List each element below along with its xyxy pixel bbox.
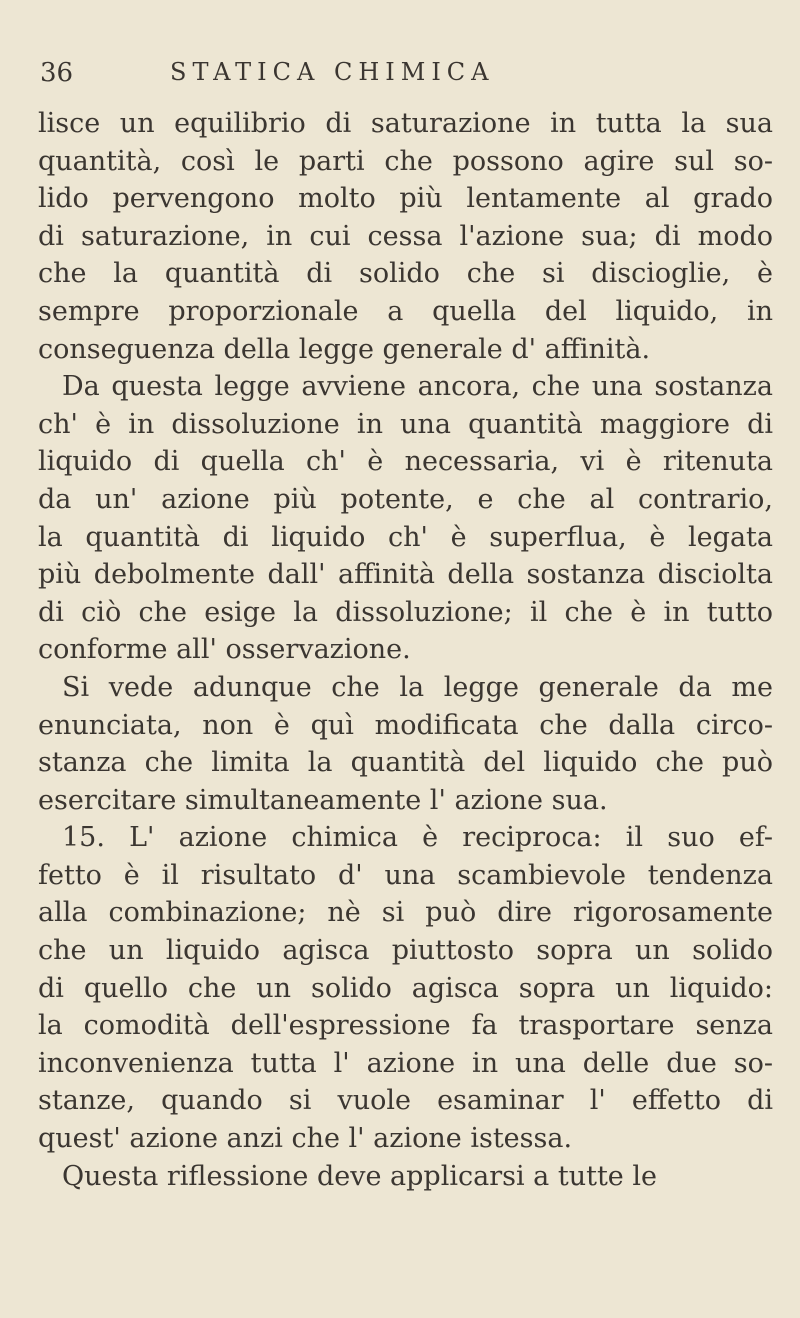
text-line: più debolmente dall' affinità della sostanza disciolta [38, 559, 773, 591]
text-line: inconvenienza tutta l' azione in una delle due so- [38, 1047, 773, 1079]
text-line: fetto è il risultato d' una scambievole tendenza [38, 859, 773, 891]
text-line: ch' è in dissoluzione in una quantità maggiore di [38, 408, 773, 440]
text-line: lisce un equilibrio di saturazione in tutta la sua [38, 108, 773, 139]
text-line: la quantità di liquido ch' è superflua, è legata [38, 521, 773, 553]
text-line: che un liquido agisca piuttosto sopra un solido [38, 935, 773, 967]
running-title: STATICA CHIMICA [170, 58, 495, 86]
text-line: quantità, così le parti che possono agire sul so- [38, 145, 773, 177]
text-line: Questa riflessione deve applicarsi a tutte le [62, 1160, 657, 1192]
page-header [40, 58, 640, 98]
text-line: alla combinazione; nè si può dire rigorosamente [38, 897, 773, 929]
text-line: liquido di quella ch' è necessaria, vi è ritenuta [38, 446, 773, 478]
text-line: lido pervengono molto più lentamente al grado [38, 183, 773, 215]
text-line: stanza che limita la quantità del liquido che può [38, 747, 773, 779]
text-line: quest' azione anzi che l' azione istessa. [38, 1123, 573, 1155]
text-line: stanze, quando si vuole esaminar l' effetto di [38, 1085, 773, 1117]
text-line: di quello che un solido agisca sopra un liquido: [38, 972, 773, 1004]
page-number: 36 [40, 58, 74, 88]
text-line: la comodità dell'espressione fa trasportare senza [38, 1010, 773, 1042]
text-line: che la quantità di solido che si discioglie, è [38, 258, 773, 290]
text-line: di saturazione, in cui cessa l'azione sua; di modo [38, 220, 773, 252]
text-line: esercitare simultaneamente l' azione sua. [38, 784, 608, 816]
text-line: Si vede adunque che la legge generale da me [62, 671, 773, 703]
text-line: 15. L' azione chimica è reciproca: il suo ef- [62, 822, 773, 854]
text-line: sempre proporzionale a quella del liquido, in [38, 295, 773, 327]
text-line: conseguenza della legge generale d' affinità. [38, 333, 651, 365]
text-line: enunciata, non è quì modificata che dalla circo- [38, 709, 773, 741]
page-body-text [38, 105, 773, 1195]
text-line: Da questa legge avviene ancora, che una sostanza [62, 371, 773, 403]
text-line: da un' azione più potente, e che al contrario, [38, 483, 773, 515]
text-line: conforme all' osservazione. [38, 634, 411, 666]
text-line: di ciò che esige la dissoluzione; il che è in tutto [38, 596, 773, 628]
